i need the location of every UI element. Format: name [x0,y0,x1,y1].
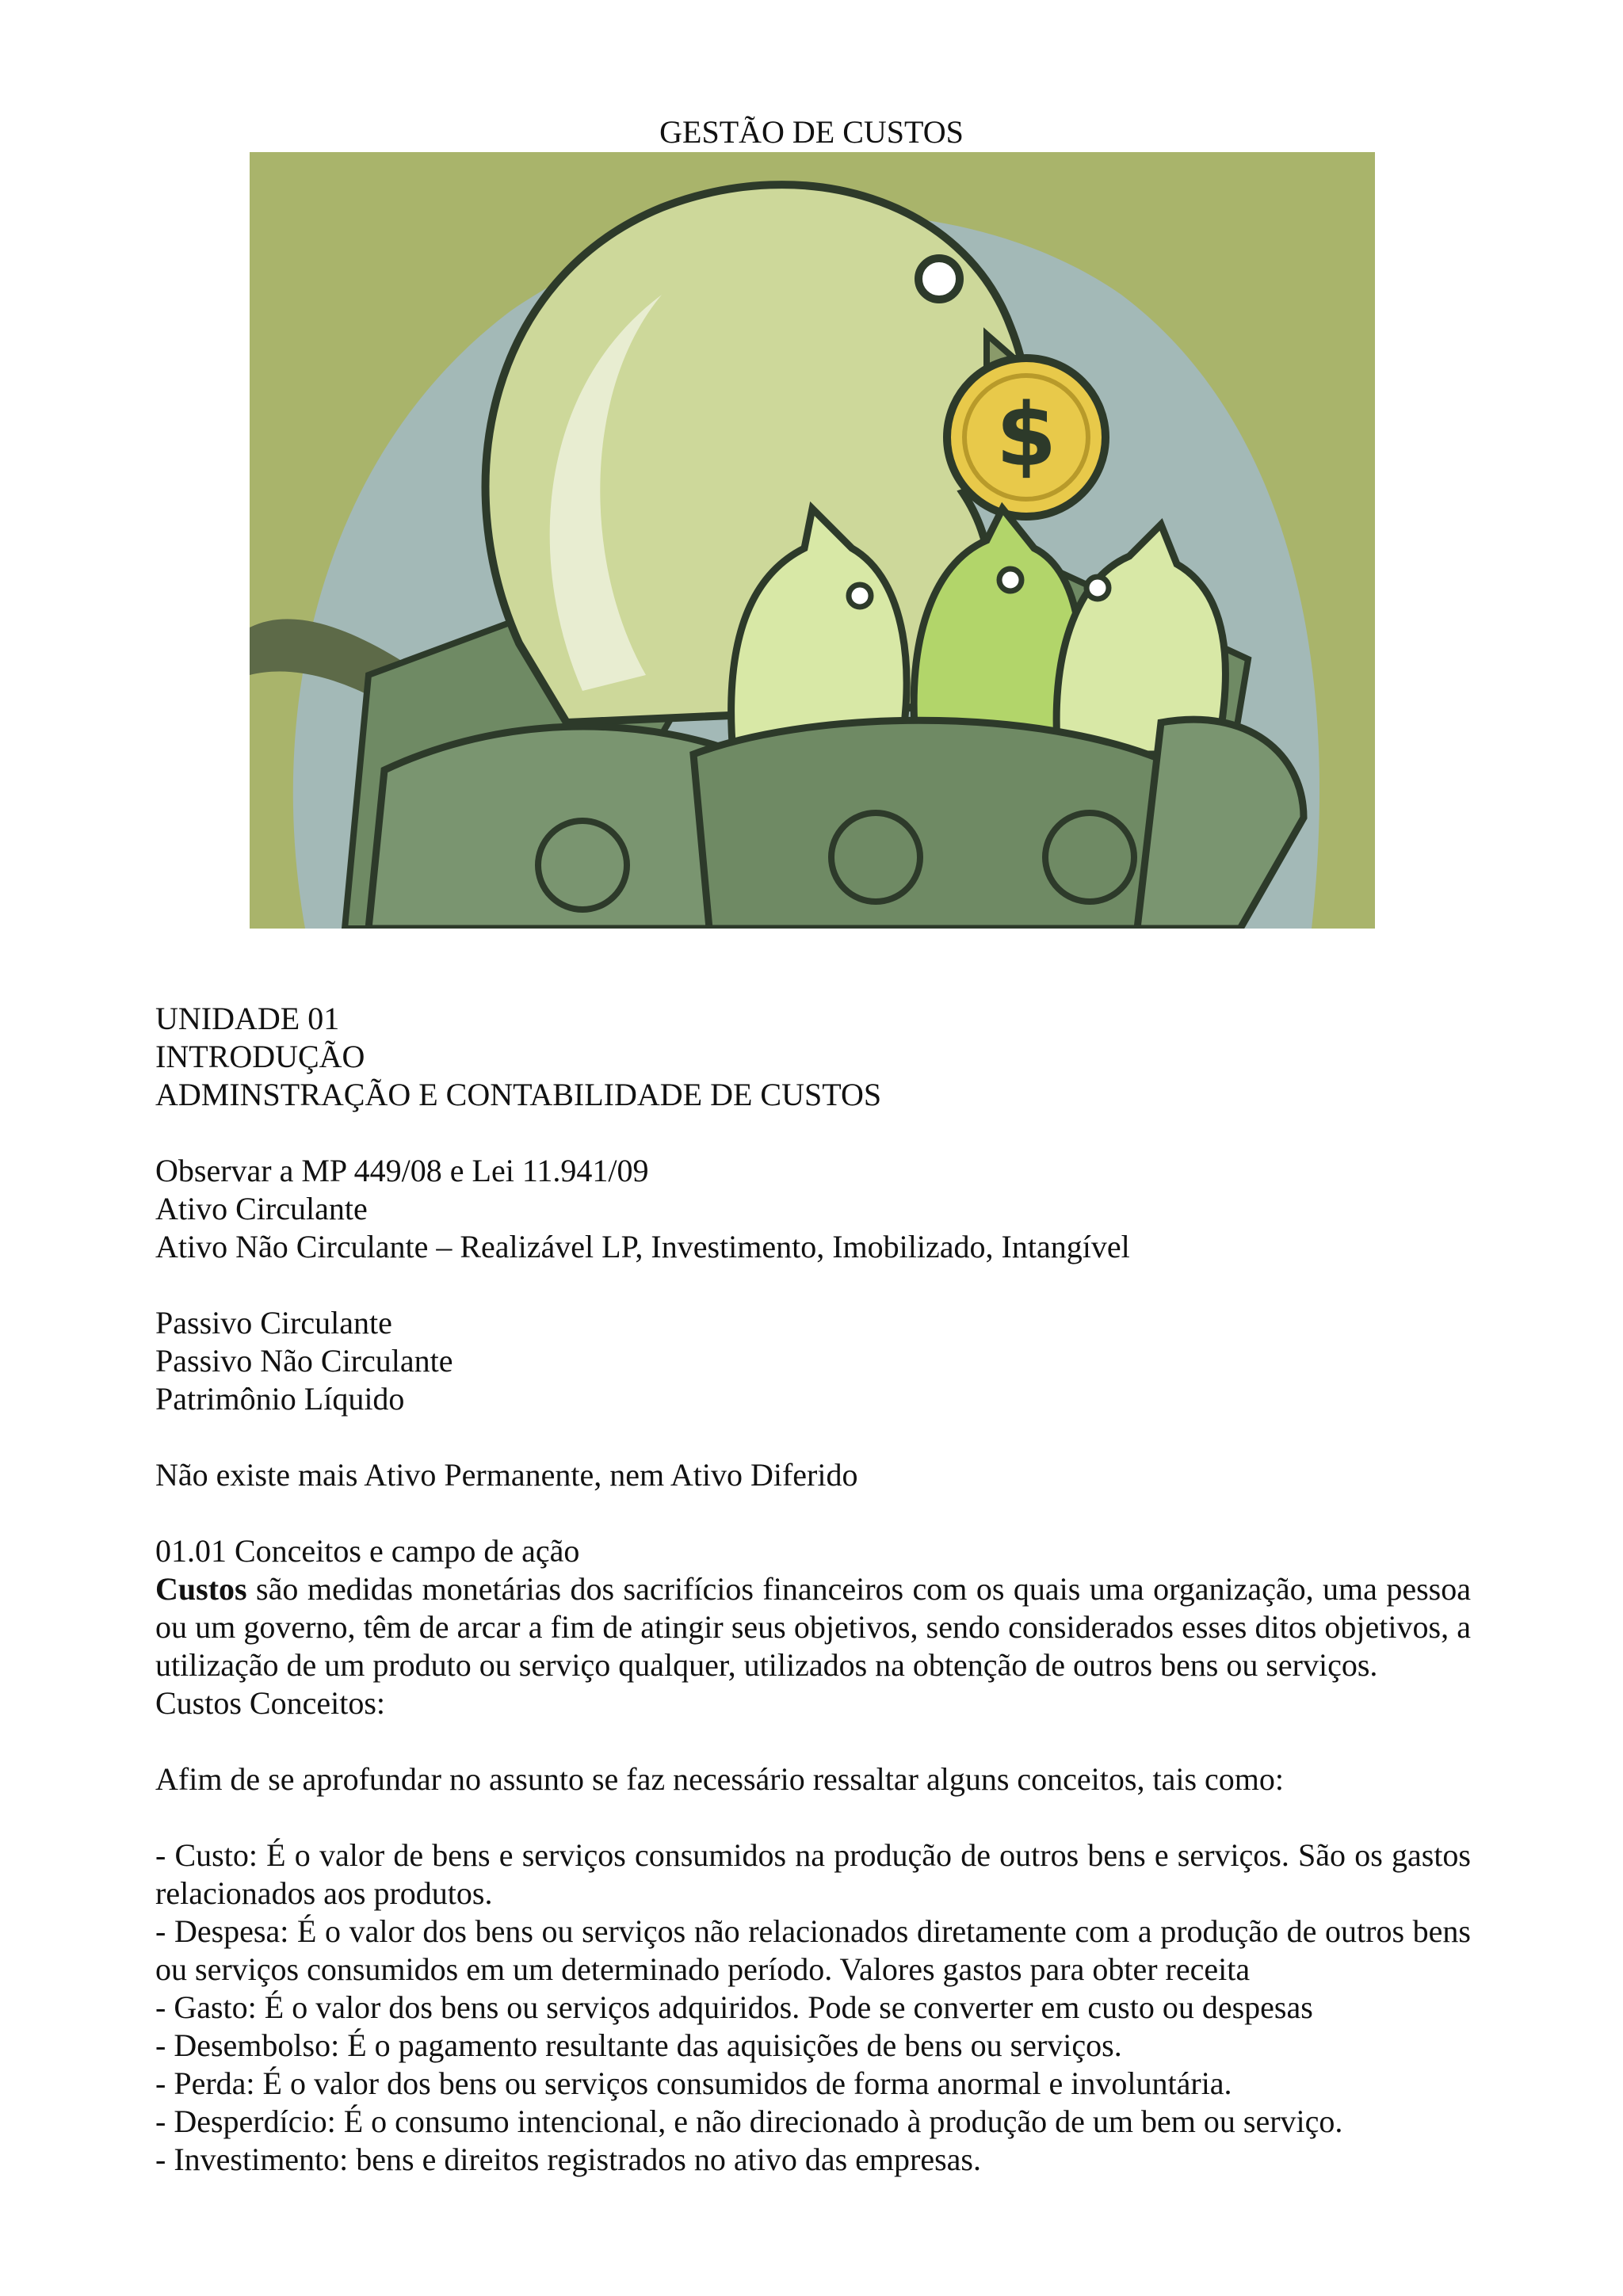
concept-perda: - Perda: É o valor dos bens ou serviços consumidos de forma anormal e involuntária. [155,2065,1232,2101]
ativo-circulante: Ativo Circulante [155,1191,368,1226]
concept-despesa: - Despesa: É o valor dos bens ou serviços não relacionados diretamente com a produção de outros bens ou serviços consumidos em um determinado período. Valores gastos para obter receita [155,1913,1471,1987]
bird-feeding-chicks-coin-icon [250,152,1375,929]
patrimonio-liquido: Patrimônio Líquido [155,1381,405,1417]
coin-icon [947,358,1106,517]
illustration [250,152,1375,929]
note-text: Não existe mais Ativo Permanente, nem Ativo Diferido [155,1457,858,1493]
concept-custo: - Custo: É o valor de bens e serviços consumidos na produção de outros bens e serviços. São os gastos relacionados aos produtos. [155,1837,1471,1911]
coin-symbol: $ [995,384,1057,486]
balance-intro: Observar a MP 449/08 e Lei 11.941/09 [155,1153,649,1188]
concept-investimento: - Investimento: bens e direitos registrados no ativo das empresas. [155,2142,981,2177]
custos-term: Custos [155,1571,247,1607]
document-body [155,1000,1471,2179]
concept-desperdicio: - Desperdício: É o consumo intencional, e não direcionado à produção de um bem ou serviço. [155,2103,1343,2139]
subject-title: ADMINSTRAÇÃO E CONTABILIDADE DE CUSTOS [155,1077,882,1112]
concept-gasto: - Gasto: É o valor dos bens ou serviços adquiridos. Pode se converter em custo ou despesas [155,1989,1313,2025]
concepts-label: Custos Conceitos: [155,1685,386,1721]
page-title: GESTÃO DE CUSTOS [659,114,964,150]
concept-desembolso: - Desembolso: É o pagamento resultante das aquisições de bens ou serviços. [155,2027,1122,2063]
ativo-nao-circulante: Ativo Não Circulante – Realizável LP, Investimento, Imobilizado, Intangível [155,1229,1130,1264]
intro-label: INTRODUÇÃO [155,1039,365,1074]
passivo-circulante: Passivo Circulante [155,1305,392,1341]
custos-paragraph [155,1570,1471,1684]
section-title: 01.01 Conceitos e campo de ação [155,1533,580,1569]
concepts-intro: Afim de se aprofundar no assunto se faz necessário ressaltar alguns conceitos, tais como: [155,1761,1284,1797]
passivo-nao-circulante: Passivo Não Circulante [155,1343,453,1379]
mother-bird-eye [918,258,960,299]
unit-label: UNIDADE 01 [155,1001,340,1036]
custos-definition: são medidas monetárias dos sacrifícios financeiros com os quais uma organização, uma pessoa ou um governo, têm de arcar a fim de atingir seus objetivos, sendo considerados esses ditos objetivos, a utilização de um produto ou serviço qualquer, utilizados na obtenção de outros bens ou serviços. [155,1571,1471,1683]
